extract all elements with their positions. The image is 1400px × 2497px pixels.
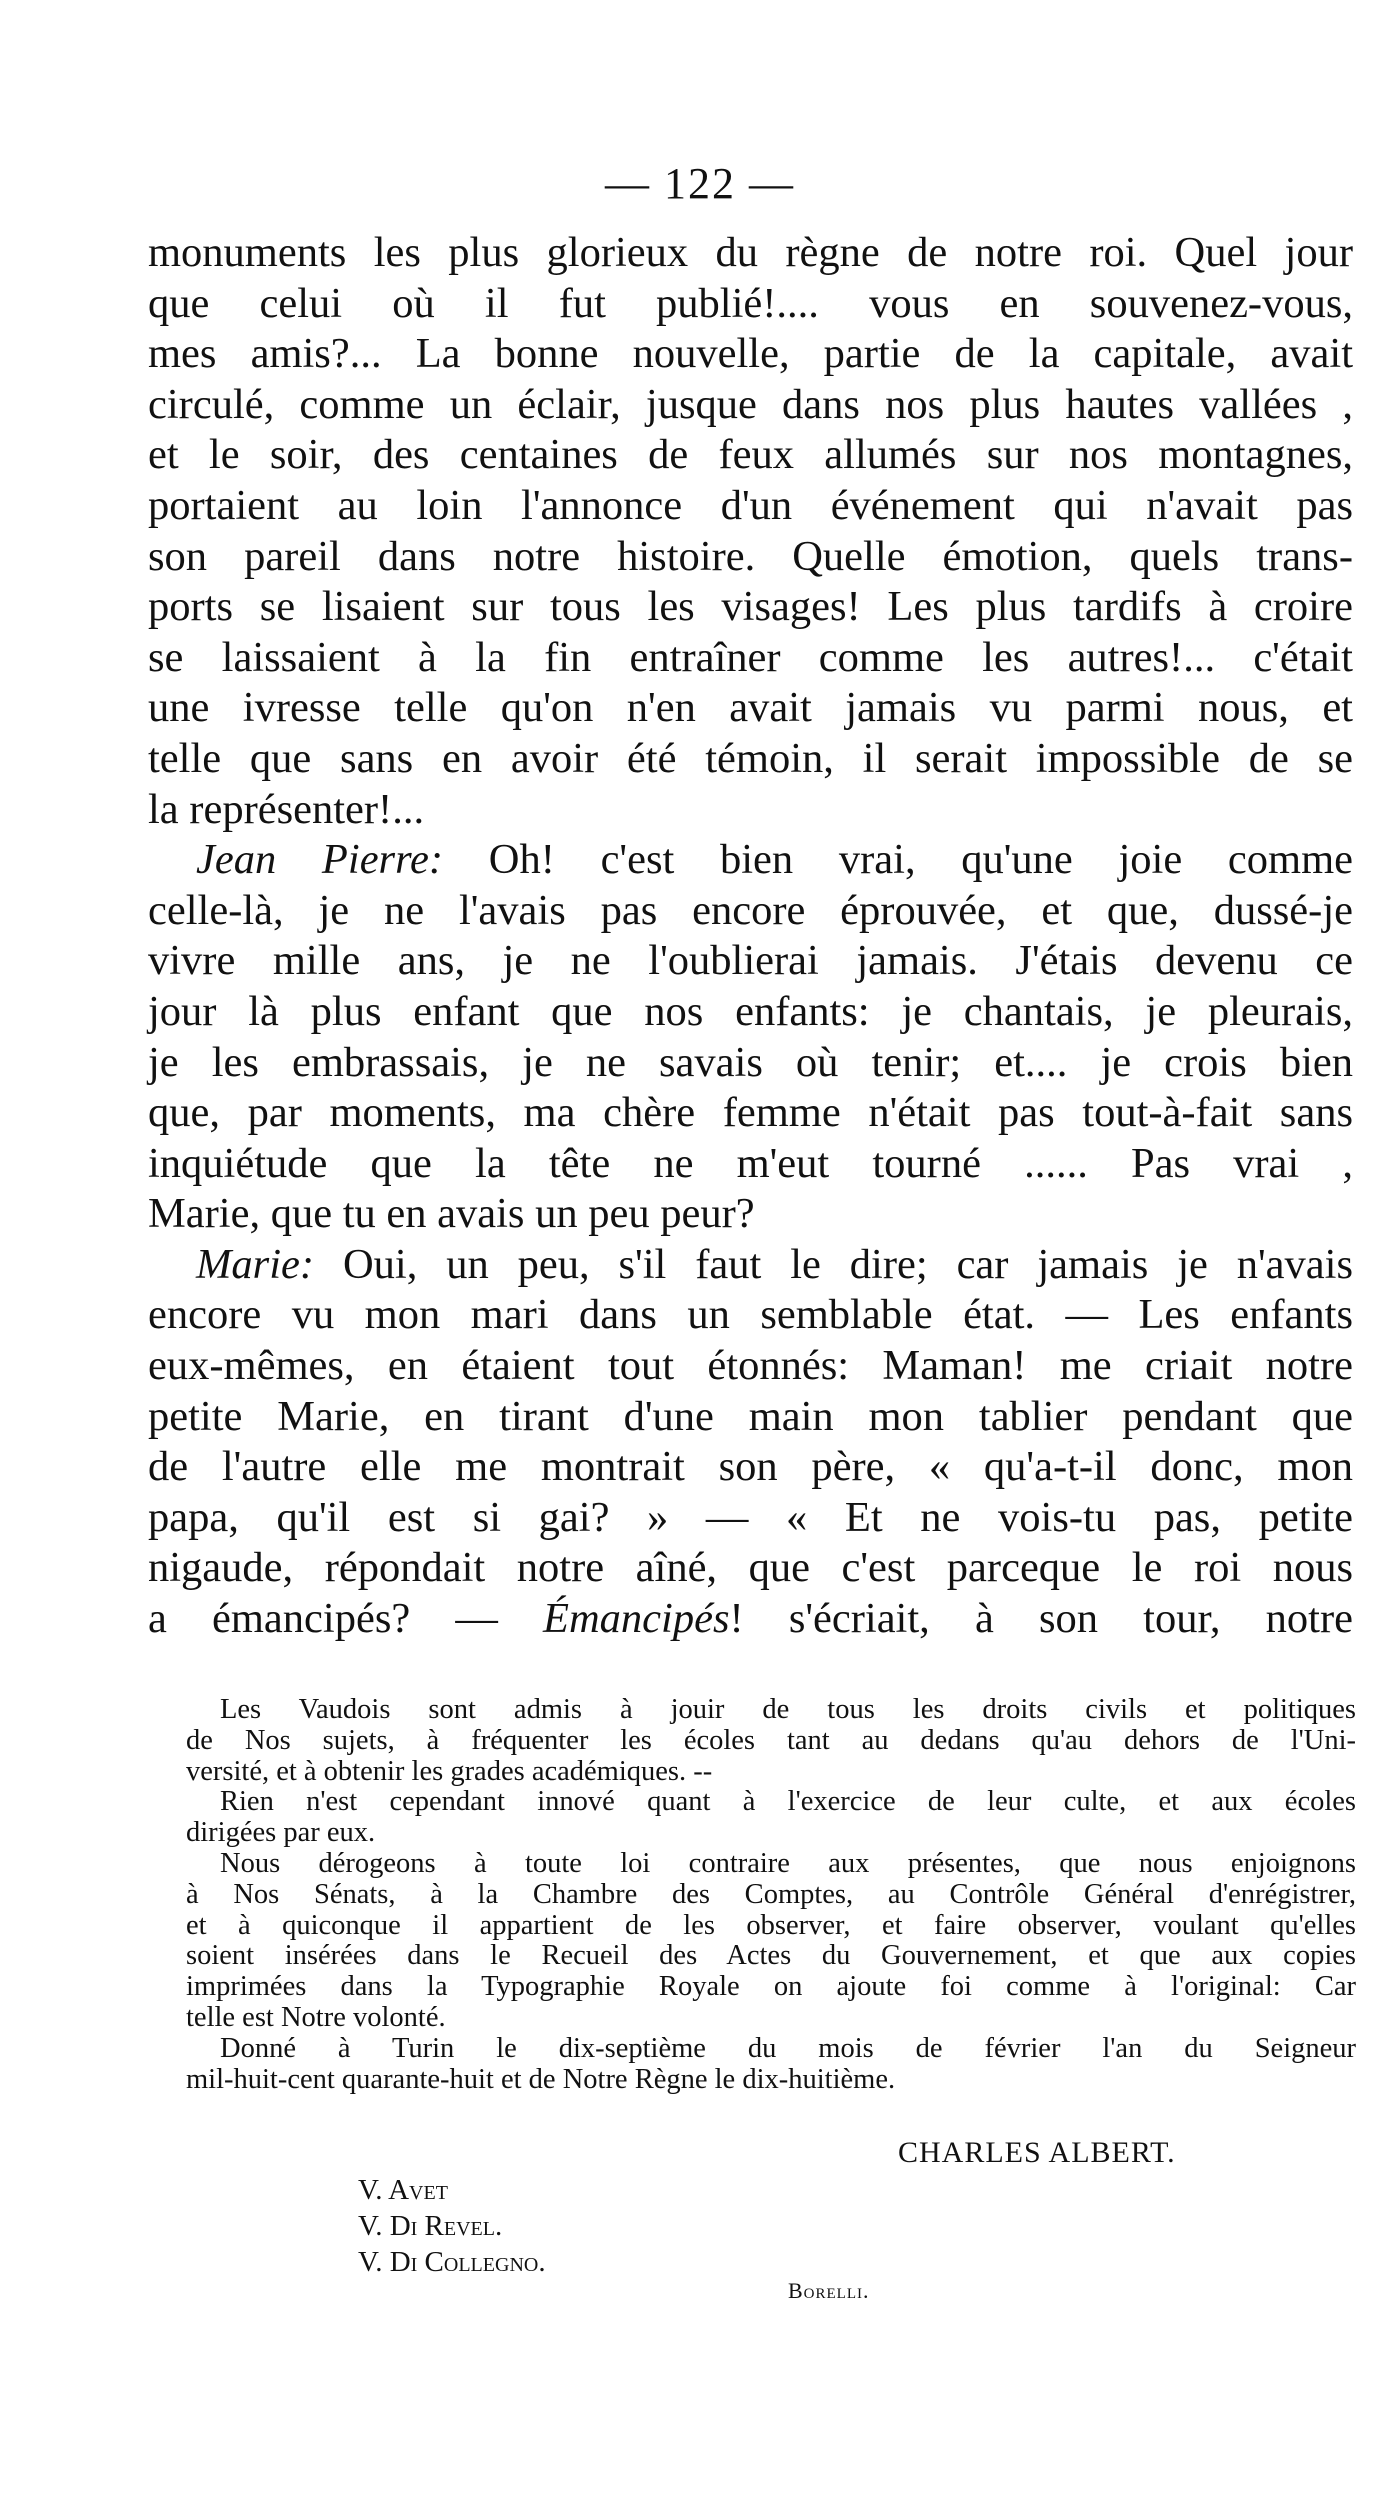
text-line: nigaude, répondait notre aîné, que c'est parceque le roi nous [148,1544,1353,1592]
text-line: circulé, comme un éclair, jusque dans nos plus hautes vallées , [148,380,1353,428]
footnote-line: de Nos sujets, à fréquenter les écoles tant au dedans qu'au dehors de l'Uni- [186,1724,1356,1756]
text-segment: ! s'écriait, à son tour, notre [729,1595,1353,1643]
text-line: ports se lisaient sur tous les visages! Les plus tardifs à croire [148,583,1353,631]
footnote-line: telle est Notre volonté. [186,2001,446,2033]
text-line: eux-mêmes, en étaient tout étonnés: Maman! me criait notre [148,1342,1353,1390]
footnote-line: dirigées par eux. [186,1817,376,1849]
royal-signature: CHARLES ALBERT. [898,2136,1176,2169]
countersign-line: V. Di Collegno. [358,2246,546,2278]
text-line: la représenter!... [148,785,425,833]
text-line: je les embrassais, je ne savais où tenir; et.... je crois bien [148,1038,1353,1086]
text-line: portaient au loin l'annonce d'un événement qui n'avait pas [148,481,1353,529]
text-line: vivre mille ans, je ne l'oublierai jamais. J'étais devenu ce [148,937,1353,985]
emphasis-word: Émancipés [543,1595,730,1643]
text-line: jour là plus enfant que nos enfants: je chantais, je pleurais, [148,987,1353,1035]
footnote-block [186,1695,1356,2095]
speaker-marie: Marie: [196,1240,315,1288]
footnote-line: versité, et à obtenir les grades académiques. -- [186,1755,713,1787]
text-line: son pareil dans notre histoire. Quelle émotion, quels trans- [148,532,1353,580]
countersign-list [358,2172,546,2280]
footnote-line: mil-huit-cent quarante-huit et de Notre Règne le dix-huitième. [186,2063,896,2095]
text-line: monuments les plus glorieux du règne de notre roi. Quel jour [148,229,1353,276]
dialogue-line-marie [148,1240,1353,1291]
text-line: papa, qu'il est si gai? » — « Et ne vois-tu pas, petite [148,1493,1353,1541]
dialogue-text: Oui, un peu, s'il faut le dire; car jamais je n'avais [342,1240,1353,1288]
text-line [148,1594,1353,1645]
text-line: encore vu mon mari dans un semblable état. — Les enfants [148,1291,1353,1339]
text-line: petite Marie, en tirant d'une main mon tablier pendant que [148,1392,1353,1440]
footnote-line: à Nos Sénats, à la Chambre des Comptes, au Contrôle Général d'enrégistrer, [186,1878,1356,1910]
page-number: — 122 — [605,159,795,208]
text-line: et le soir, des centaines de feux allumés sur nos montagnes, [148,431,1353,479]
text-line: celle-là, je ne l'avais pas encore éprouvée, et que, dussé-je [148,886,1353,934]
footnote-line: Rien n'est cependant innové quant à l'exercice de leur culte, et aux écoles [220,1786,1356,1818]
main-text [148,228,1353,1645]
text-line: inquiétude que la tête ne m'eut tourné ...... Pas vrai , [148,1139,1353,1187]
text-line: se laissaient à la fin entraîner comme les autres!... c'était [148,633,1353,681]
secretary-signature: Borelli. [788,2278,870,2303]
footnote-line: Les Vaudois sont admis à jouir de tous les droits civils et politiques [220,1694,1356,1725]
text-line: de l'autre elle me montrait son père, « qu'a-t-il donc, mon [148,1443,1353,1491]
footnote-line: soient insérées dans le Recueil des Actes du Gouvernement, et que aux copies [186,1940,1356,1972]
text-line: telle que sans en avoir été témoin, il serait impossible de se [148,734,1353,782]
text-line: une ivresse telle qu'on n'en avait jamais vu parmi nous, et [148,684,1353,732]
text-line: que, par moments, ma chère femme n'était pas tout-à-fait sans [148,1089,1353,1137]
footnote-line: imprimées dans la Typographie Royale on ajoute foi comme à l'original: Car [186,1971,1356,2003]
text-line: que celui où il fut publié!.... vous en souvenez-vous, [148,279,1353,327]
footnote-line: Donné à Turin le dix-septième du mois de février l'an du Seigneur [220,2032,1356,2064]
text-line: Marie, que tu en avais un peu peur? [148,1190,755,1238]
footnote-line: Nous dérogeons à toute loi contraire aux présentes, que nous enjoignons [220,1847,1356,1879]
dialogue-text: Oh! c'est bien vrai, qu'une joie comme [488,836,1353,884]
dialogue-line-jean-pierre [148,835,1353,886]
countersign-line: V. Di Revel. [358,2210,503,2242]
speaker-jean-pierre: Jean Pierre: [196,836,444,884]
footnote-line: et à quiconque il appartient de les observer, et faire observer, voulant qu'elles [186,1909,1356,1941]
text-line: mes amis?... La bonne nouvelle, partie de la capitale, avait [148,330,1353,378]
countersign-line: V. Avet [358,2174,448,2206]
text-segment: a émancipés? — [148,1595,544,1643]
